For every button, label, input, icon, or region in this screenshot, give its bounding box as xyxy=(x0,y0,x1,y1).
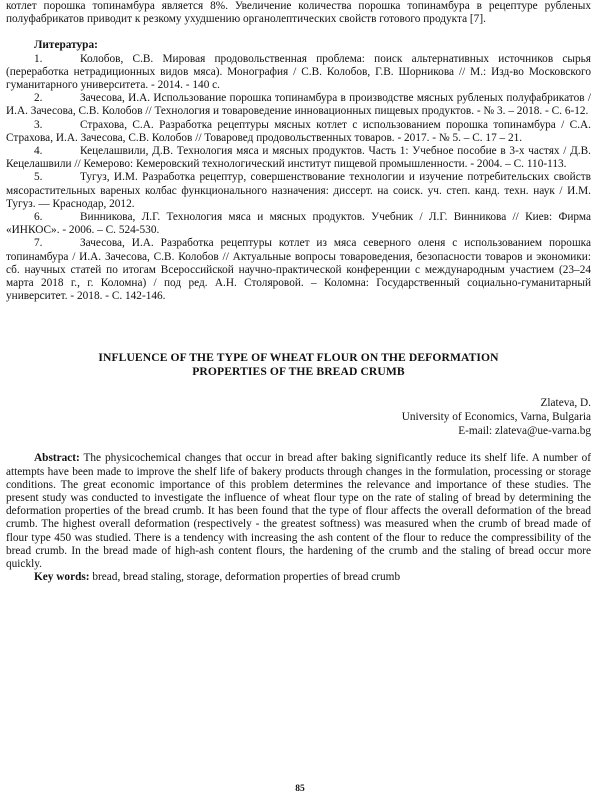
reference-text: Тугуз, И.М. Разработка рецептур, совершенствование технологии и изучение потребительских свойств мясорастительных вареных колбас функционального назначения: диссерт. на соиск. уч. степ. канд. техн. наук / И.М. Тугуз. — Краснодар, 2012. xyxy=(6,171,591,210)
reference-text: Зачесова, И.А. Разработка рецептуры котлет из мяса северного оленя с использованием порошка топинамбура / И.А. Зачесова, С.В. Колобов // Актуальные вопросы товароведения, безопасности товаров и экономики: сб. научных статей по итогам Всероссийской научно-практической конференции с международным участием (23–24 марта 2018 г., г. Коломна) / под ред. А.Н. Столяровой. – Коломна: Государственный социально-гуманитарный университет. - 2018. - С. 142-146. xyxy=(6,237,591,303)
abstract-label: Abstract: xyxy=(34,452,80,465)
literature-heading: Литература: xyxy=(34,39,98,52)
reference-number: 3. xyxy=(34,118,43,131)
reference-item xyxy=(6,92,591,118)
author-block xyxy=(6,396,591,438)
previous-article-closing-paragraph: котлет порошка топинамбура является 8%. Увеличение количества порошка топинамбура в рецептуре рубленых полуфабрикатов приводит к резкому ухудшению органолептических свойств готового продукта [7]. xyxy=(6,0,591,26)
keywords-text: bread, bread staling, storage, deformation properties of bread crumb xyxy=(89,571,401,584)
reference-number: 2. xyxy=(34,92,43,105)
reference-list xyxy=(6,53,591,304)
author-name: Zlateva, D. xyxy=(540,397,591,410)
keywords-label: Key words: xyxy=(34,571,90,584)
reference-number: 4. xyxy=(34,145,43,158)
keywords-paragraph xyxy=(6,571,591,584)
article-title-line: INFLUENCE OF THE TYPE OF WHEAT FLOUR ON THE DEFORMATION xyxy=(98,351,499,365)
reference-item xyxy=(6,211,591,237)
reference-item xyxy=(6,145,591,171)
author-email: E-mail: zlateva@ue-varna.bg xyxy=(458,425,591,438)
reference-number: 1. xyxy=(34,52,43,65)
reference-text: Страхова, С.А. Разработка рецептуры мясных котлет с использованием порошка топинамбура / С.А. Страхова, И.А. Зачесова, С.В. Колобов // Товаровед продовольственных товаров. - 2017. - № 5. – С. 17 – 21. xyxy=(6,118,591,144)
author-affiliation: University of Economics, Varna, Bulgaria xyxy=(401,411,591,424)
reference-text: Колобов, С.В. Мировая продовольственная проблема: поиск альтернативных источников сырья (переработка нетрадиционных видов мяса). Монография / С.В. Колобов, Г.В. Шорникова // М.: Изд-во Московского гуманитарного университета. - 2014. - 140 с. xyxy=(6,52,591,92)
reference-item xyxy=(6,119,591,145)
page-number: 85 xyxy=(295,784,305,794)
reference-text: Винникова, Л.Г. Технология мяса и мясных продуктов. Учебник / Л.Г. Винникова // Киев: Фирма «ИНКОС». - 2006. – С. 524-530. xyxy=(6,211,591,237)
reference-number: 7. xyxy=(34,237,43,250)
abstract-text: The physicochemical changes that occur in bread after baking significantly reduce its shelf life. A number of attempts have been made to improve the shelf life of bakery products through changes in the formulation, processing or storage conditions. The great economic importance of this problem determines the relevance and importance of these studies. The present study was conducted to investigate the influence of wheat flour type on the rate of staling of bread by determining the deformation properties of the bread crumb. It has been found that the type of flour affects the overall deformation of the bread crumb. The highest overall deformation (respectively - the greatest softness) was measured when the crumb of bread made of flour type 450 was studied. There is a tendency with increasing the ash content of the flour to reduce the compressibility of the bread crumb. In the bread made of high-ash content flours, the hardening of the crumb and the staling of bread occur more quickly. xyxy=(6,452,591,571)
reference-number: 6. xyxy=(34,211,43,224)
reference-text: Кецелашвили, Д.В. Технология мяса и мясных продуктов. Часть 1: Учебное пособие в 3-х частях / Д.В. Кецелашвили // Кемерово: Кемеровский технологический институт пищевой промышленности. - 2004. – С. 110-113. xyxy=(6,145,591,171)
reference-number: 5. xyxy=(34,171,43,184)
reference-item xyxy=(6,237,591,303)
abstract-paragraph xyxy=(6,452,591,571)
reference-text: Зачесова, И.А. Использование порошка топинамбура в производстве мясных рубленых полуфабрикатов / И.А. Зачесова, С.В. Колобов // Технология и товароведение инновационных пищевых продуктов. - № 3. – 2018. - С. 6-12. xyxy=(6,92,591,118)
reference-item xyxy=(6,53,591,93)
reference-item xyxy=(6,171,591,211)
article-title xyxy=(6,351,591,379)
page-content xyxy=(6,0,591,585)
article-title-line: PROPERTIES OF THE BREAD CRUMB xyxy=(192,365,405,379)
